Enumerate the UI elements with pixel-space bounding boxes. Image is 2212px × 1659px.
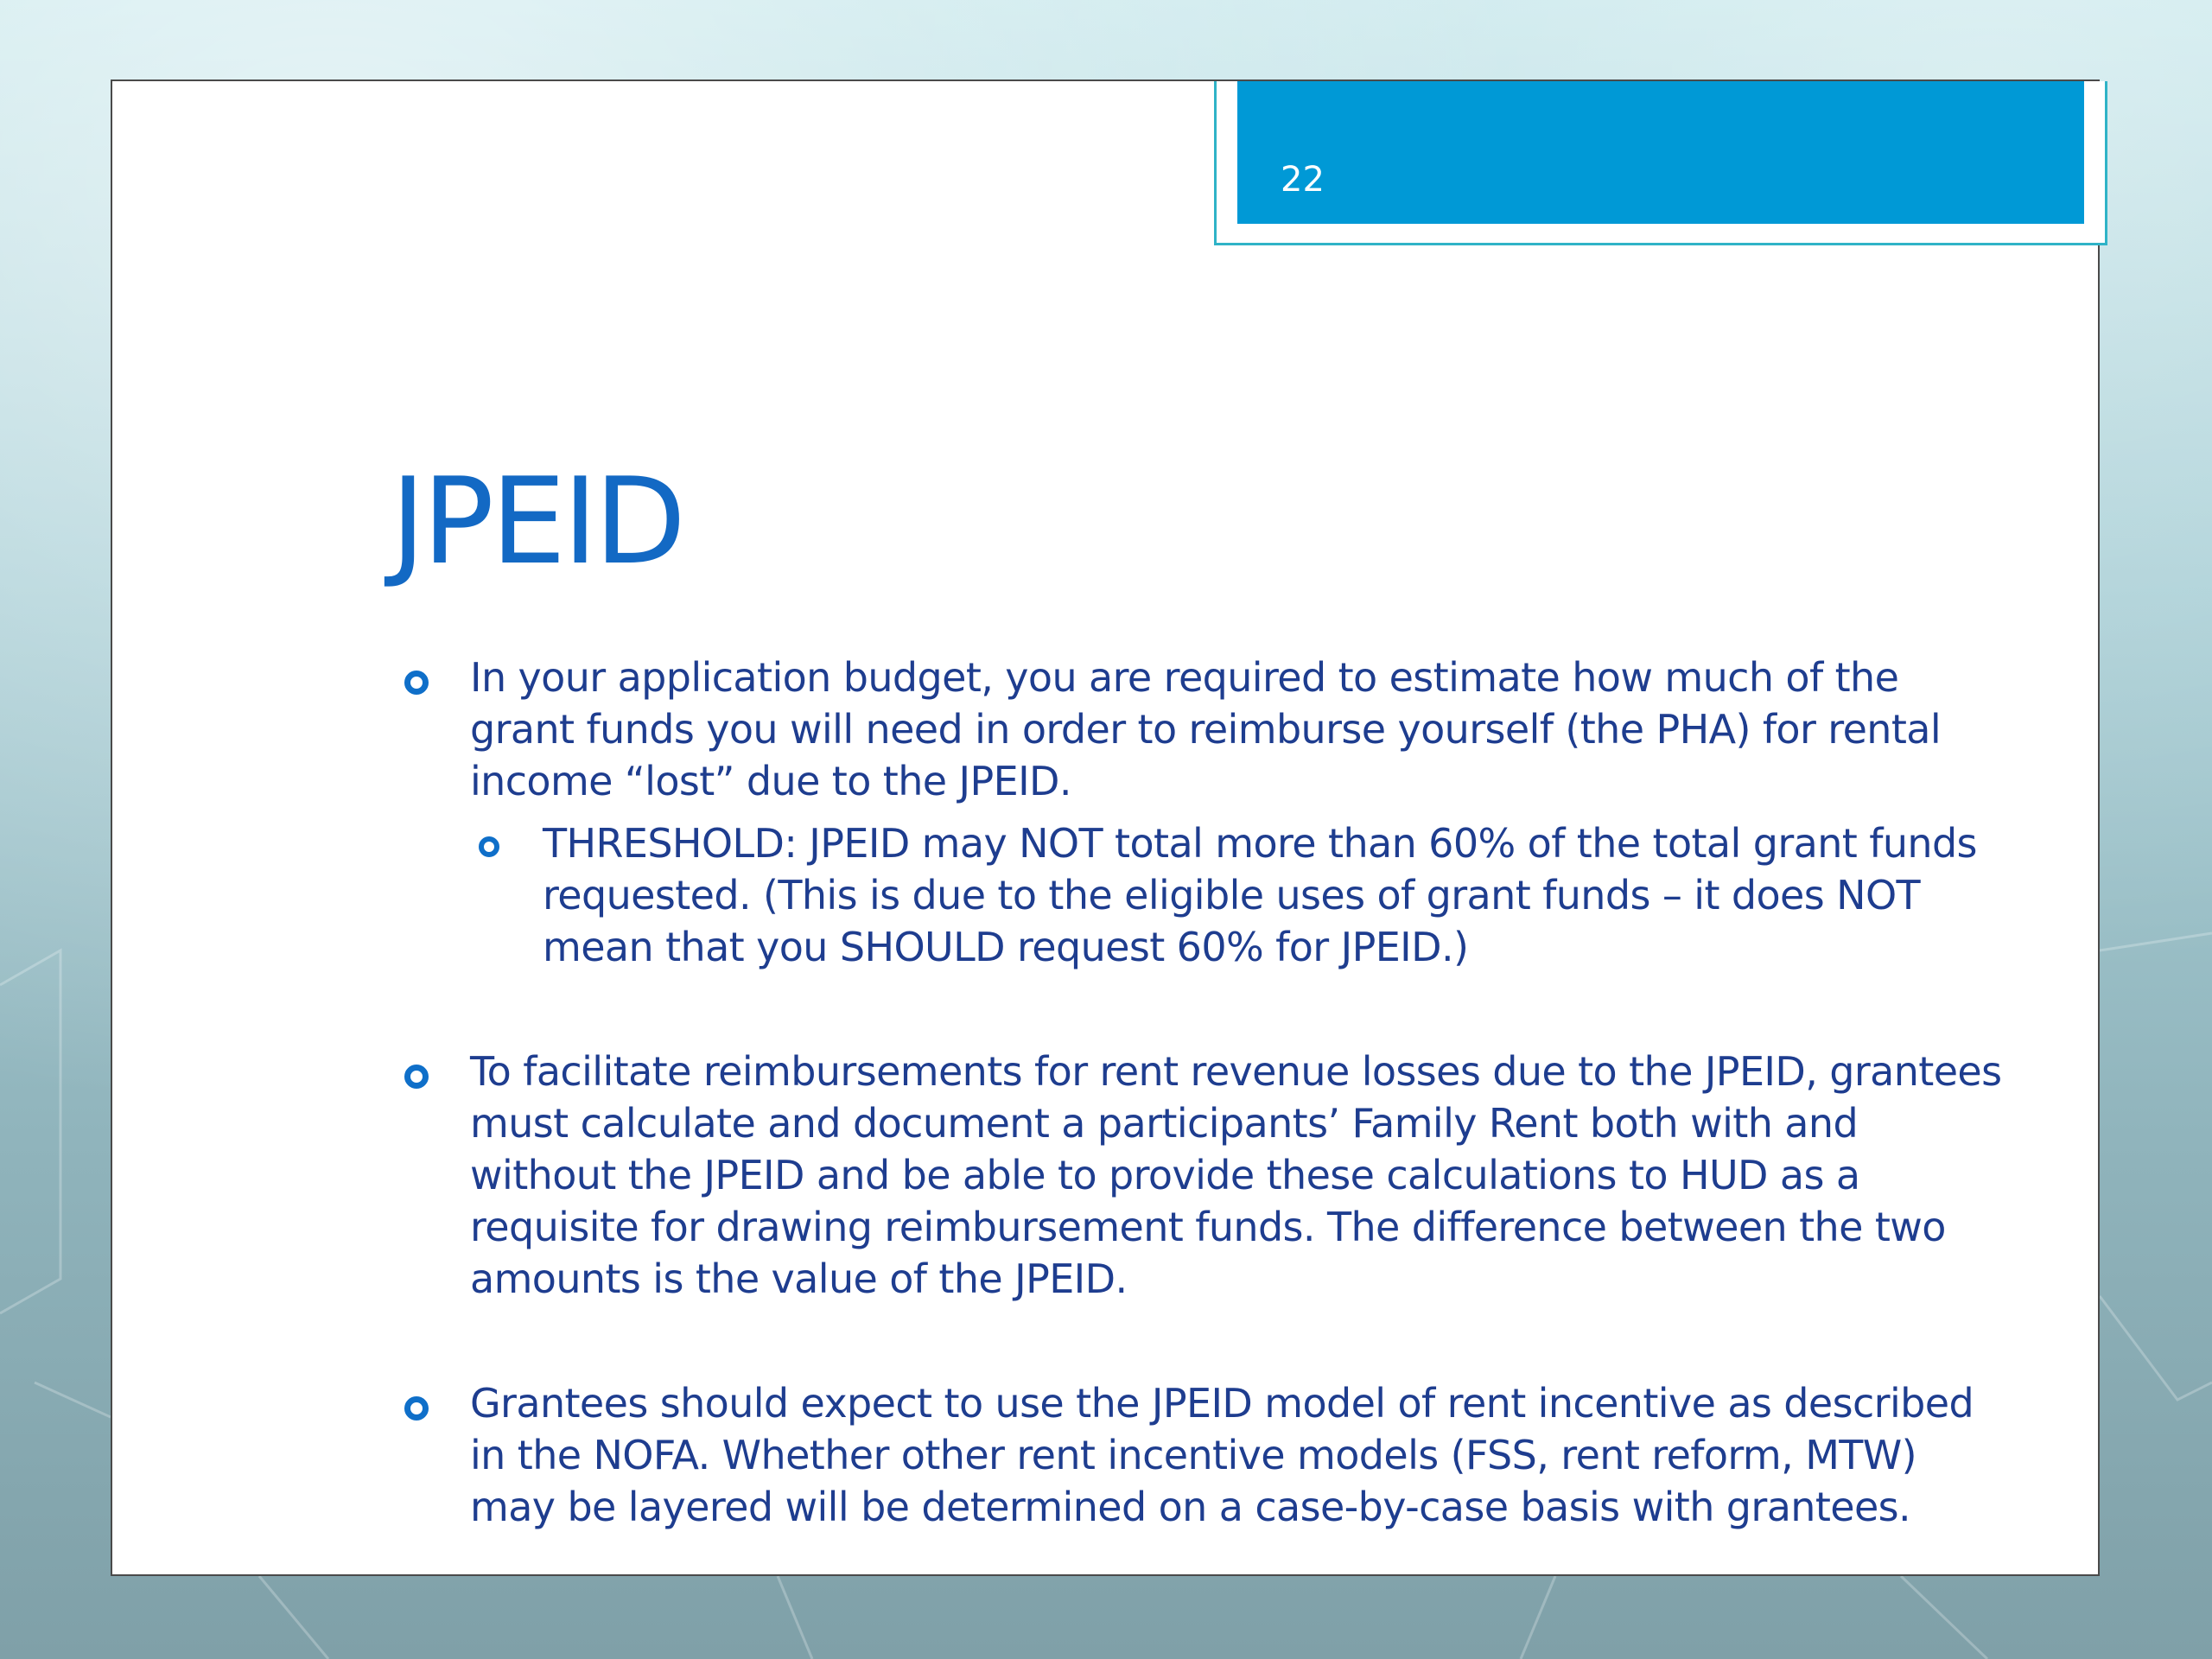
bullet-icon xyxy=(404,671,429,695)
slide-card xyxy=(111,79,2100,1576)
slide-number-tab-fill xyxy=(1237,81,2084,224)
bullet-list xyxy=(397,652,2005,1533)
sub-bullet-icon xyxy=(479,836,499,857)
bullet-text: To facilitate reimbursements for rent revenue losses due to the JPEID, grantees must calculate and document a participants’ Family Rent both with and without the JPEID and be able to provide these calculations to HUD as a requisite for drawing reimbursement funds. The difference between the two amounts is the value of the JPEID. xyxy=(470,1048,2002,1302)
sub-bullet-item xyxy=(470,817,2005,973)
bullet-icon xyxy=(404,1065,429,1089)
bullet-item xyxy=(397,652,2005,973)
sub-bullet-list xyxy=(470,817,2005,973)
slide-title: JPEID xyxy=(391,452,683,591)
bullet-text: In your application budget, you are required to estimate how much of the grant funds you will need in order to reimburse yourself (the PHA) for rental income “lost” due to the JPEID. xyxy=(470,654,1942,804)
bullet-item xyxy=(397,1377,2005,1533)
bullet-icon xyxy=(404,1396,429,1421)
sub-bullet-text: THRESHOLD: JPEID may NOT total more than 60% of the total grant funds requested. (This is due to the eligible uses of grant funds – it does NOT mean that you SHOULD request 60% for JPEID.) xyxy=(543,820,1977,970)
bullet-text: Grantees should expect to use the JPEID model of rent incentive as described in the NOFA. Whether other rent incentive models (FSS, rent reform, MTW) may be layered will be determined on a case-by-case basis with grantees. xyxy=(470,1380,1974,1530)
slide-number: 22 xyxy=(1281,160,1325,200)
bullet-item xyxy=(397,1046,2005,1305)
slide-number-tab xyxy=(1214,81,2107,245)
